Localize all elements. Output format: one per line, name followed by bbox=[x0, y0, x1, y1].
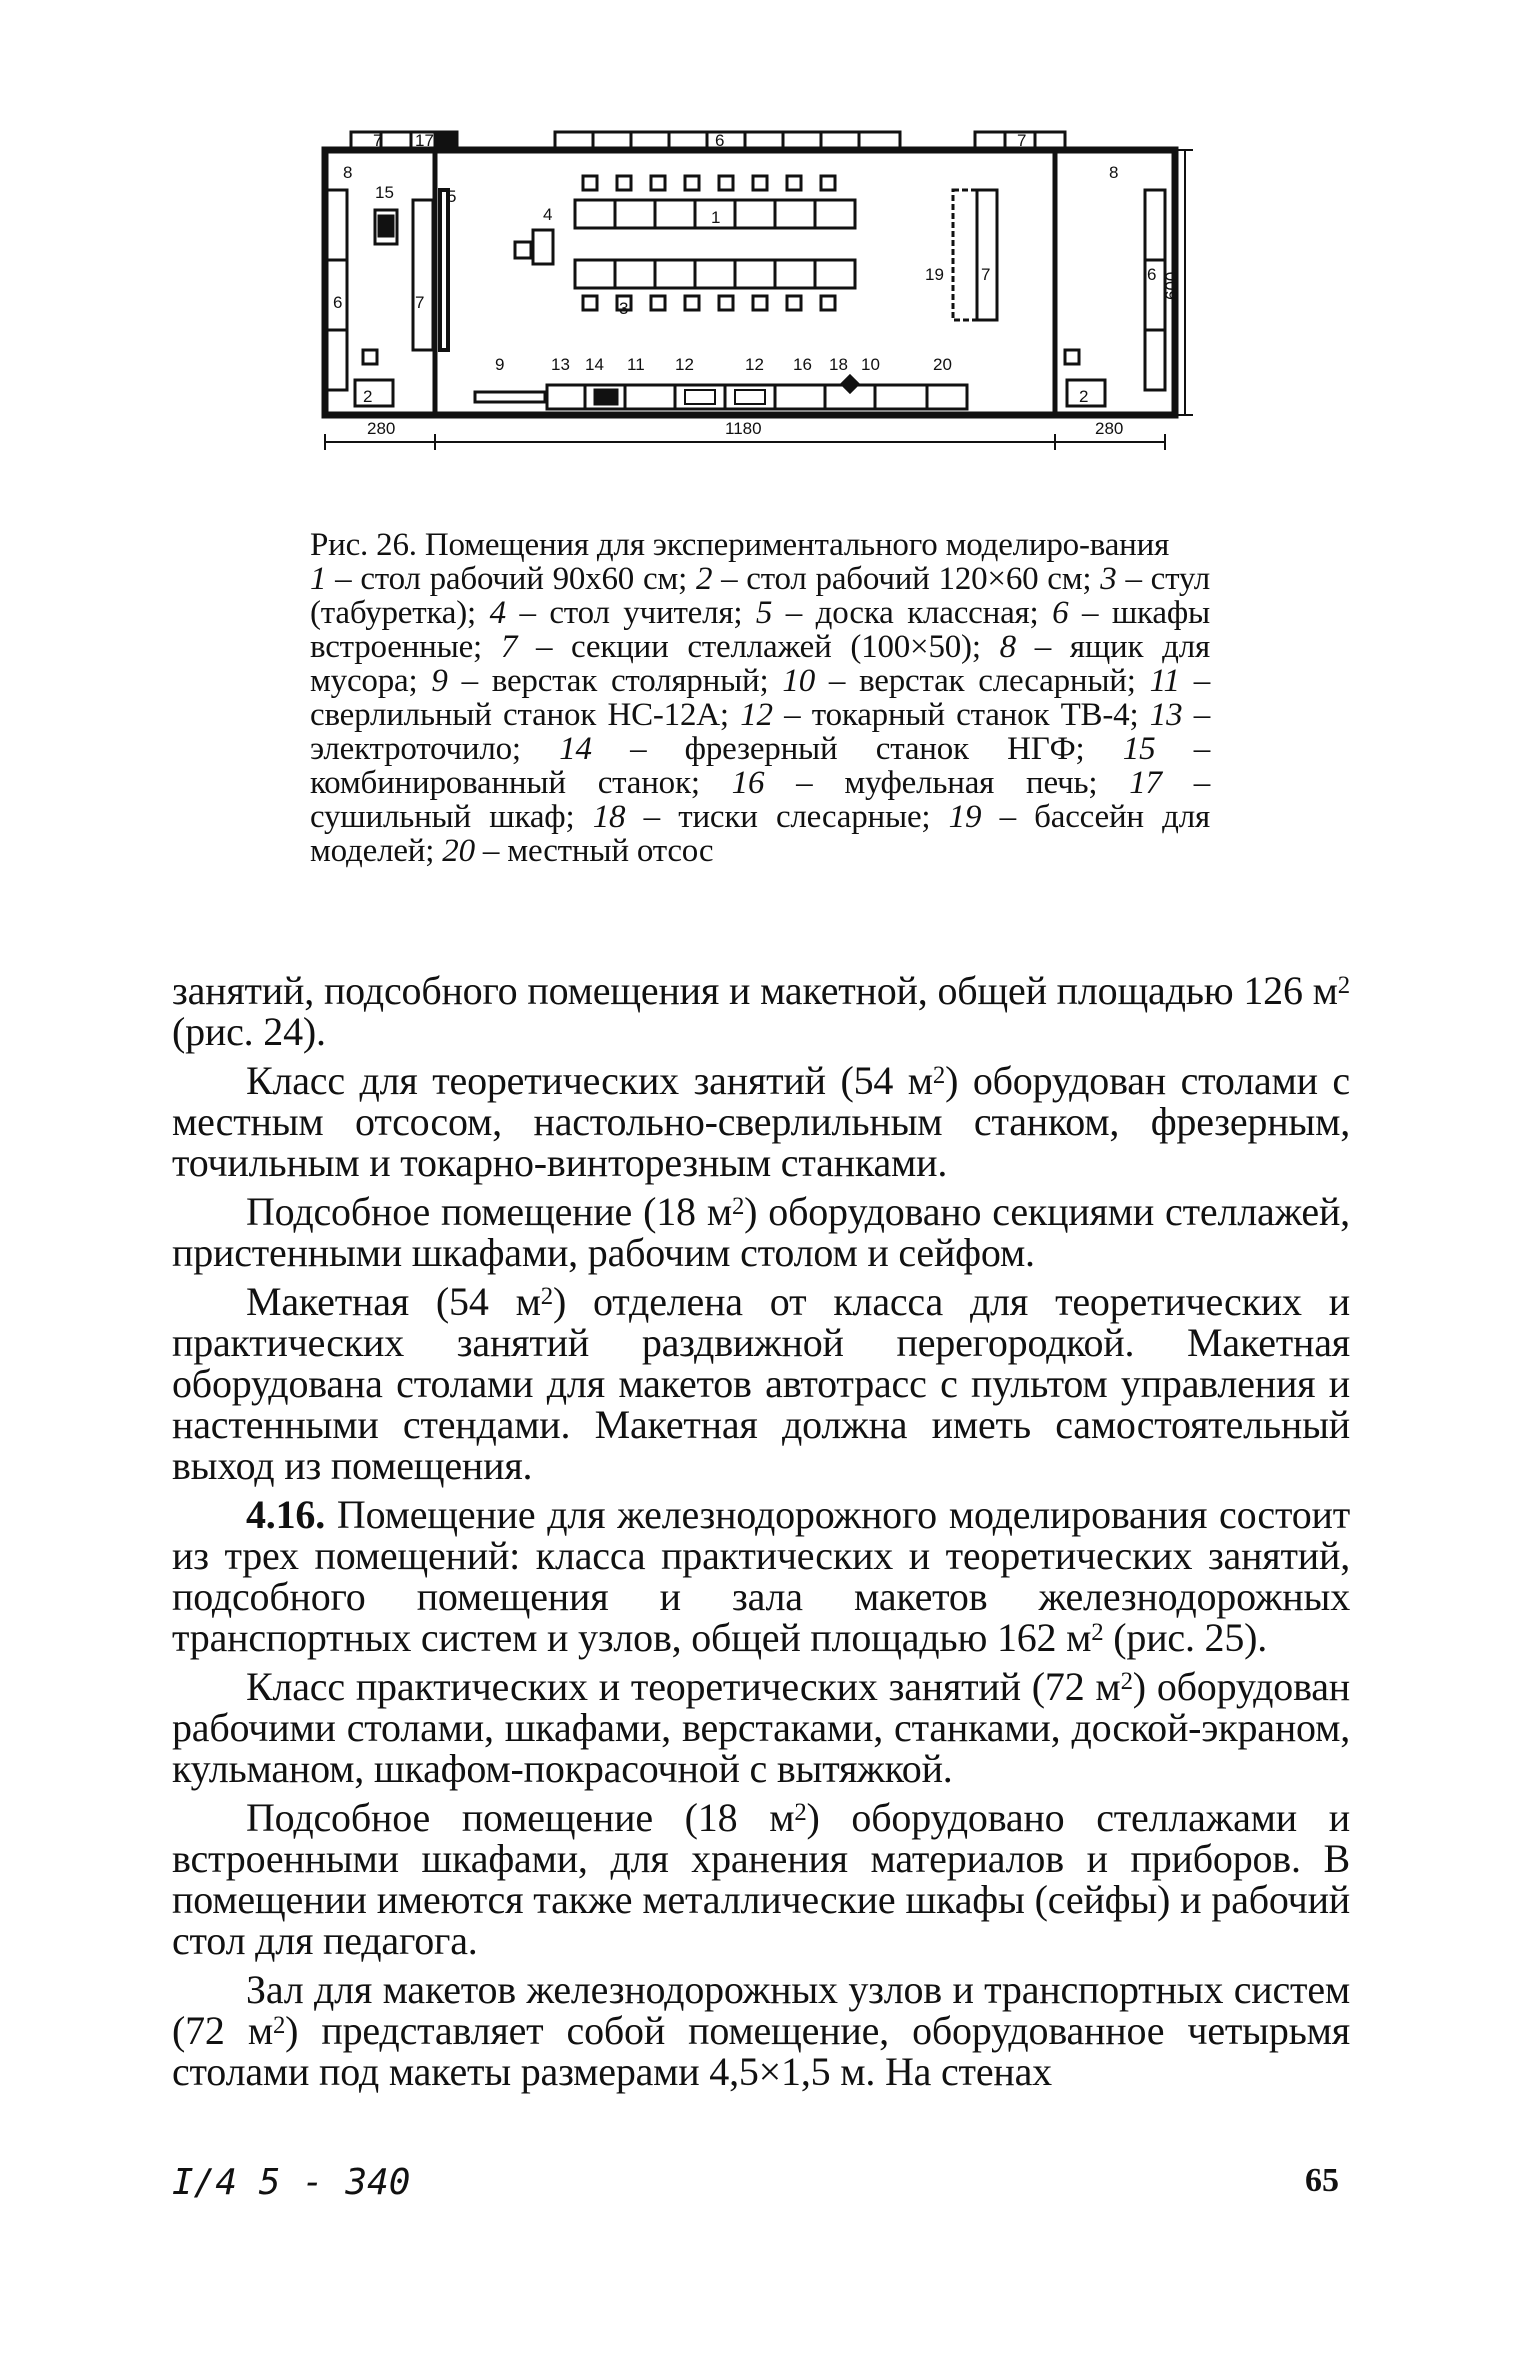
label-20: 20 bbox=[933, 355, 952, 374]
legend-text: – комбинированный станок; bbox=[310, 731, 1210, 801]
page-number: 65 bbox=[1305, 2162, 1339, 2199]
dim-label-right: 280 bbox=[1095, 419, 1124, 438]
label-3: 3 bbox=[619, 299, 629, 318]
legend-text: – токарный станок ТВ-4; bbox=[772, 697, 1150, 733]
dim-label-center: 1180 bbox=[725, 419, 762, 438]
legend-text: – верстак слесарный; bbox=[815, 663, 1150, 699]
label-17: 17 bbox=[415, 131, 434, 150]
legend-number: 4 bbox=[489, 595, 506, 631]
legend-text: – стол учителя; bbox=[505, 595, 756, 631]
legend-text: – электроточило; bbox=[310, 697, 1211, 767]
label-19: 19 bbox=[925, 265, 944, 284]
legend-text: – верстак столярный; bbox=[447, 663, 783, 699]
wall-cabinet-right-1 bbox=[1145, 190, 1165, 260]
model-pool bbox=[953, 190, 977, 320]
label-5: 5 bbox=[447, 187, 457, 206]
legend-number: 2 bbox=[695, 561, 713, 597]
label-2a: 2 bbox=[363, 387, 373, 406]
legend-number: 10 bbox=[782, 663, 815, 699]
trash-box-left bbox=[363, 350, 377, 364]
paragraph: Подсобное помещение (18 $м^2$) оборудовано секциями стеллажей, пристенными шкафами, рабочим столом и сейфом. bbox=[172, 1189, 1350, 1275]
legend-number: 17 bbox=[1129, 765, 1162, 801]
wall-cabinet-left-1 bbox=[327, 190, 347, 260]
legend-text: – доска классная; bbox=[772, 595, 1053, 631]
caption-title: Рис. 26. Помещения для экспериментального моделиро-вания bbox=[310, 527, 1170, 563]
label-6a: 6 bbox=[715, 131, 725, 150]
footer-signature: I/4 5 - 340 bbox=[172, 2162, 411, 2203]
legend-text: – бассейн для моделей; bbox=[310, 799, 1210, 869]
legend-text: – стол рабочий 90х60 см; bbox=[326, 561, 696, 597]
legend-number: 7 bbox=[500, 629, 518, 665]
label-12a: 12 bbox=[675, 355, 694, 374]
trash-box-right bbox=[1065, 350, 1079, 364]
paragraph: Класс практических и теоретических занятий (72 $м^2$) оборудован рабочими столами, шкафами, верстаками, станками, доской-экраном, кульманом, шкафом-покрасочной с вытяжкой. bbox=[172, 1664, 1350, 1791]
label-11: 11 bbox=[627, 355, 645, 374]
label-2b: 2 bbox=[1079, 387, 1089, 406]
label-10: 10 bbox=[861, 355, 880, 374]
legend-number: 3 bbox=[1100, 561, 1117, 597]
label-7a: 7 bbox=[373, 131, 383, 150]
blackboard bbox=[440, 190, 448, 350]
label-7d: 7 bbox=[981, 265, 991, 284]
legend-text: – сверлильный станок НС-12А; bbox=[310, 663, 1211, 733]
legend-number: 16 bbox=[731, 765, 765, 801]
label-1: 1 bbox=[711, 208, 721, 227]
legend-number: 18 bbox=[592, 799, 626, 835]
legend-number: 14 bbox=[559, 731, 592, 767]
paragraph: Класс для теоретических занятий (54 $м^2$) оборудован столами с местным отсосом, настольно-сверлильным станком, фрезерным, точильным и токарно-винторезным станками. bbox=[172, 1058, 1350, 1185]
label-4: 4 bbox=[543, 205, 553, 224]
legend-number: 1 bbox=[310, 561, 327, 597]
legend-number: 15 bbox=[1122, 731, 1156, 767]
label-9: 9 bbox=[495, 355, 505, 374]
table-row-2 bbox=[575, 260, 855, 288]
paragraph: Зал для макетов железнодорожных узлов и транспортных систем (72 $м^2$) представляет собой помещение, оборудованное четырьмя столами под макеты размерами 4,5×1,5 м. На стенах bbox=[172, 1967, 1350, 2094]
chairs-row-1 bbox=[583, 176, 835, 190]
label-12b: 12 bbox=[745, 355, 764, 374]
carpentry-bench bbox=[475, 392, 545, 402]
local-exhaust bbox=[927, 385, 967, 409]
caption-legend bbox=[310, 561, 1210, 869]
legend-number: 9 bbox=[431, 663, 448, 699]
label-14: 14 bbox=[585, 355, 604, 374]
section-paragraph: 4.16. Помещение для железнодорожного моделирования состоит из трех помещений: класса практических и теоретических занятий, подсобного помещения и зала макетов железнодорожных транспортных систем и узлов, общей площадью 162 $м^2$ (рис. 25). bbox=[172, 1492, 1350, 1660]
legend-text: – муфельная печь; bbox=[764, 765, 1130, 801]
chair-teacher bbox=[515, 242, 531, 258]
label-7c: 7 bbox=[415, 293, 425, 312]
legend-number: 13 bbox=[1149, 697, 1183, 733]
body-text bbox=[172, 970, 1350, 2100]
legend-number: 12 bbox=[740, 697, 773, 733]
label-18: 18 bbox=[829, 355, 848, 374]
label-6c: 6 bbox=[1147, 265, 1157, 284]
legend-text: – фрезерный станок НГФ; bbox=[591, 731, 1123, 767]
label-6b: 6 bbox=[333, 293, 343, 312]
floor-plan-figure bbox=[315, 130, 1195, 500]
legend-text: – секции стеллажей (100×50); bbox=[517, 629, 1000, 665]
legend-number: 6 bbox=[1052, 595, 1069, 631]
legend-number: 5 bbox=[755, 595, 773, 631]
dim-label-height: 600 bbox=[1162, 271, 1181, 300]
legend-text: – сушильный шкаф; bbox=[310, 765, 1210, 835]
label-8a: 8 bbox=[343, 163, 353, 182]
shelving-left bbox=[413, 200, 433, 350]
figure-caption bbox=[310, 528, 1210, 868]
label-7b: 7 bbox=[1017, 131, 1027, 150]
vise bbox=[842, 376, 858, 392]
paragraph: занятий, подсобного помещения и макетной, общей площадью 126 $м^2$ (рис. 24). bbox=[172, 968, 1350, 1054]
label-13: 13 bbox=[551, 355, 570, 374]
legend-text: – ящик для мусора; bbox=[310, 629, 1210, 699]
label-16: 16 bbox=[793, 355, 812, 374]
label-8b: 8 bbox=[1109, 163, 1119, 182]
legend-text: – стол рабочий 120×60 см; bbox=[712, 561, 1101, 597]
legend-text: – тиски слесарные; bbox=[625, 799, 949, 835]
legend-number: 20 bbox=[442, 833, 475, 869]
teacher-desk bbox=[533, 230, 553, 264]
legend-text: – стул (табуретка); bbox=[310, 561, 1210, 631]
paragraph: Макетная (54 $м^2$) отделена от класса для теоретических и практических занятий раздвижной перегородкой. Макетная оборудована столами для макетов автотрасс с пультом управления и настенными стендами. Макетная должна иметь самостоятельный выход из помещения. bbox=[172, 1279, 1350, 1488]
legend-number: 19 bbox=[948, 799, 982, 835]
legend-text: – местный отсос bbox=[474, 833, 714, 869]
dim-label-left: 280 bbox=[367, 419, 396, 438]
section-number: 4.16. bbox=[246, 1492, 326, 1537]
legend-number: 8 bbox=[999, 629, 1016, 665]
label-15: 15 bbox=[375, 183, 394, 202]
work-table-left bbox=[355, 380, 393, 406]
wall-cabinet-right-3 bbox=[1145, 330, 1165, 390]
legend-number: 11 bbox=[1149, 663, 1180, 699]
shelving-right bbox=[977, 190, 997, 320]
paragraph: Подсобное помещение (18 $м^2$) оборудовано стеллажами и встроенными шкафами, для хранения материалов и приборов. В помещении имеются также металлические шкафы (сейфы) и рабочий стол для педагога. bbox=[172, 1795, 1350, 1963]
legend-text: – шкафы встроенные; bbox=[310, 595, 1210, 665]
wall-cabinet-left-3 bbox=[327, 330, 347, 390]
